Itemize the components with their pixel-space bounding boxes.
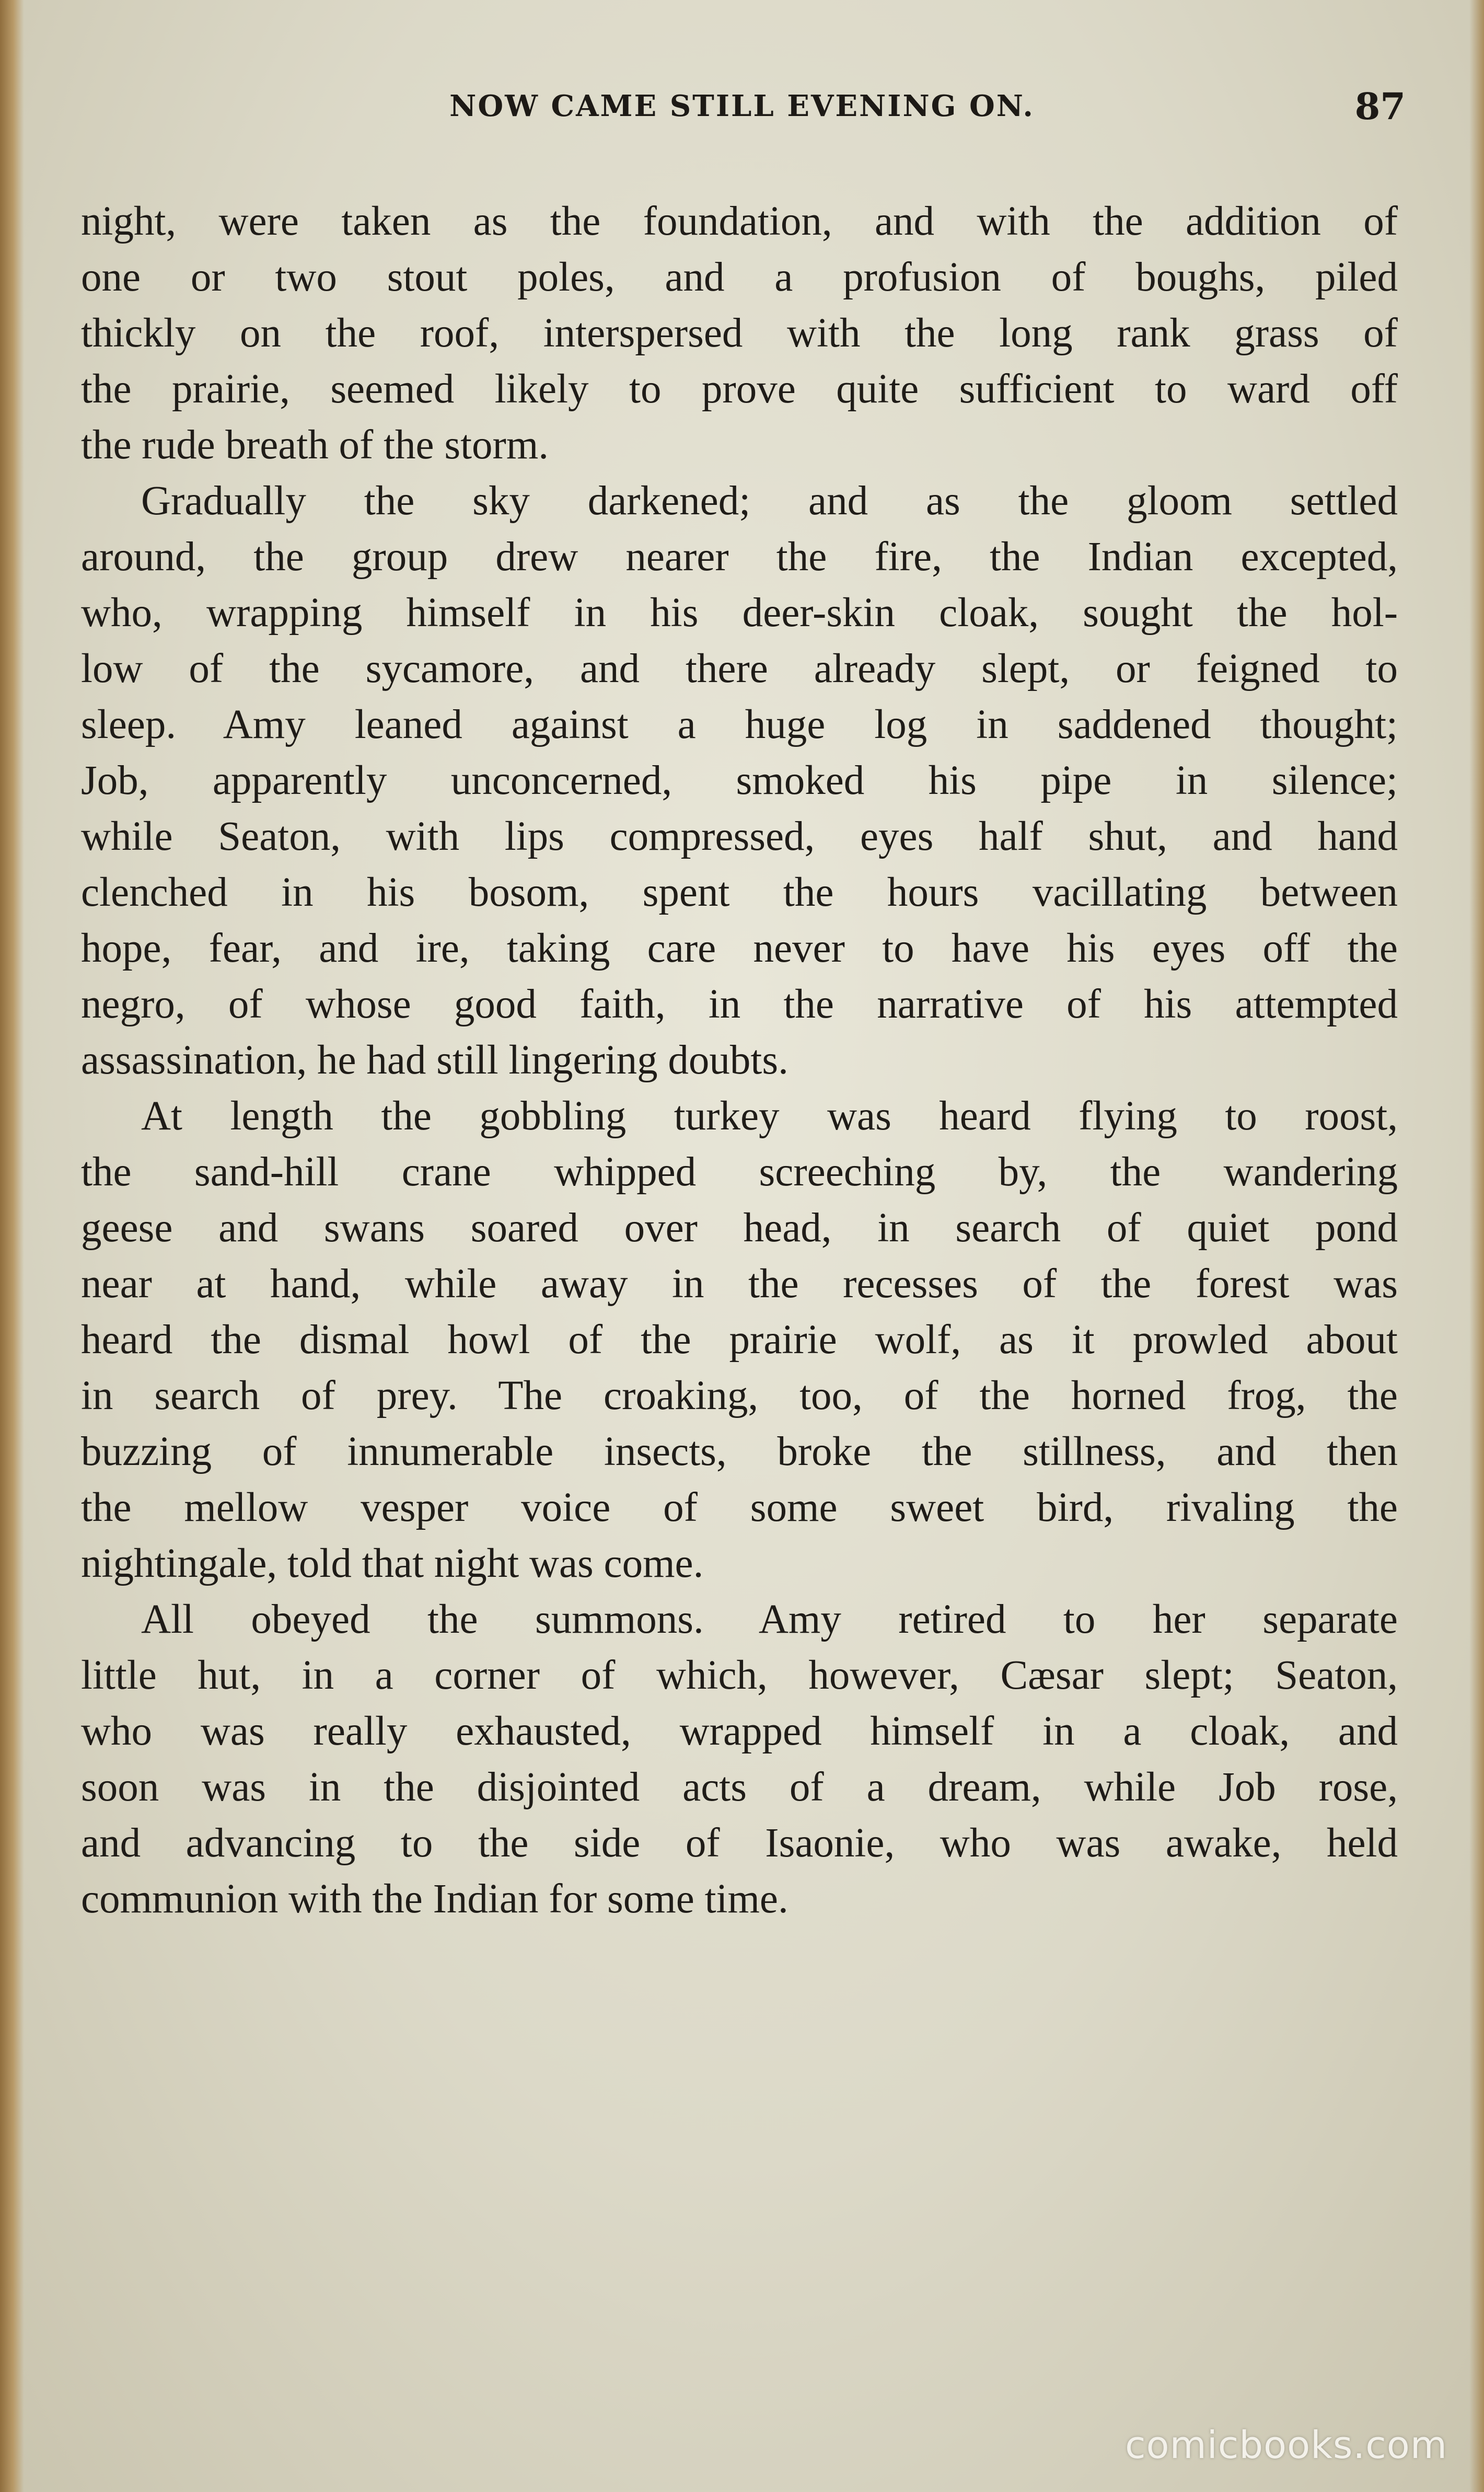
text-line: hope, fear, and ire, taking care never to have his eyes off the [81,926,1398,971]
text-line: who was really exhausted, wrapped himself in a cloak, and [81,1709,1398,1754]
paragraph-1 [81,193,1398,473]
text-line: All obeyed the summons. Amy retired to her separate [141,1597,1398,1642]
paragraph-2 [81,473,1398,1088]
page-number: 87 [1354,85,1406,128]
text-line: one or two stout poles, and a profusion of boughs, piled [81,255,1398,300]
text-line: buzzing of innumerable insects, broke the stillness, and then [81,1429,1398,1474]
paragraph-4 [81,1591,1398,1927]
text-line: the mellow vesper voice of some sweet bird, rivaling the [81,1485,1398,1530]
text-line: around, the group drew nearer the fire, the Indian excepted, [81,534,1398,580]
text-line: in search of prey. The croaking, too, of the horned frog, the [81,1373,1398,1418]
text-line: and advancing to the side of Isaonie, who was awake, held [81,1820,1398,1866]
running-title: NOW CAME STILL EVENING ON. [449,89,1035,123]
text-line: At length the gobbling turkey was heard flying to roost, [141,1093,1398,1139]
watermark: comicbooks.com [1124,2423,1447,2467]
text-line: clenched in his bosom, spent the hours vacillating between [81,870,1398,915]
body-text [81,193,1398,1927]
text-line: night, were taken as the foundation, and with the addition of [81,199,1398,244]
text-line: while Seaton, with lips compressed, eyes half shut, and hand [81,814,1398,859]
text-line: communion with the Indian for some time. [81,1876,789,1922]
text-line: heard the dismal howl of the prairie wolf, as it prowled about [81,1317,1398,1363]
text-line: Gradually the sky darkened; and as the gloom settled [141,478,1398,524]
text-line: negro, of whose good faith, in the narrative of his attempted [81,982,1398,1027]
text-line: low of the sycamore, and there already slept, or feigned to [81,646,1398,691]
text-line: the prairie, seemed likely to prove quite sufficient to ward off [81,366,1398,412]
text-line: sleep. Amy leaned against a huge log in saddened thought; [81,702,1398,747]
text-line: the sand-hill crane whipped screeching by, the wandering [81,1149,1398,1195]
text-line: thickly on the roof, interspersed with the long rank grass of [81,310,1398,356]
text-line: assassination, he had still lingering doubts. [81,1037,789,1083]
text-line: who, wrapping himself in his deer-skin cloak, sought the hol- [81,590,1398,636]
text-line: Job, apparently unconcerned, smoked his pipe in silence; [81,758,1398,803]
running-head [78,85,1406,141]
text-line: the rude breath of the storm. [81,422,549,468]
paragraph-3 [81,1088,1398,1591]
text-line: nightingale, told that night was come. [81,1541,704,1586]
text-line: little hut, in a corner of which, however, Cæsar slept; Seaton, [81,1653,1398,1698]
text-line: near at hand, while away in the recesses of the forest was [81,1261,1398,1307]
text-line: geese and swans soared over head, in search of quiet pond [81,1205,1398,1251]
text-line: soon was in the disjointed acts of a dream, while Job rose, [81,1764,1398,1810]
